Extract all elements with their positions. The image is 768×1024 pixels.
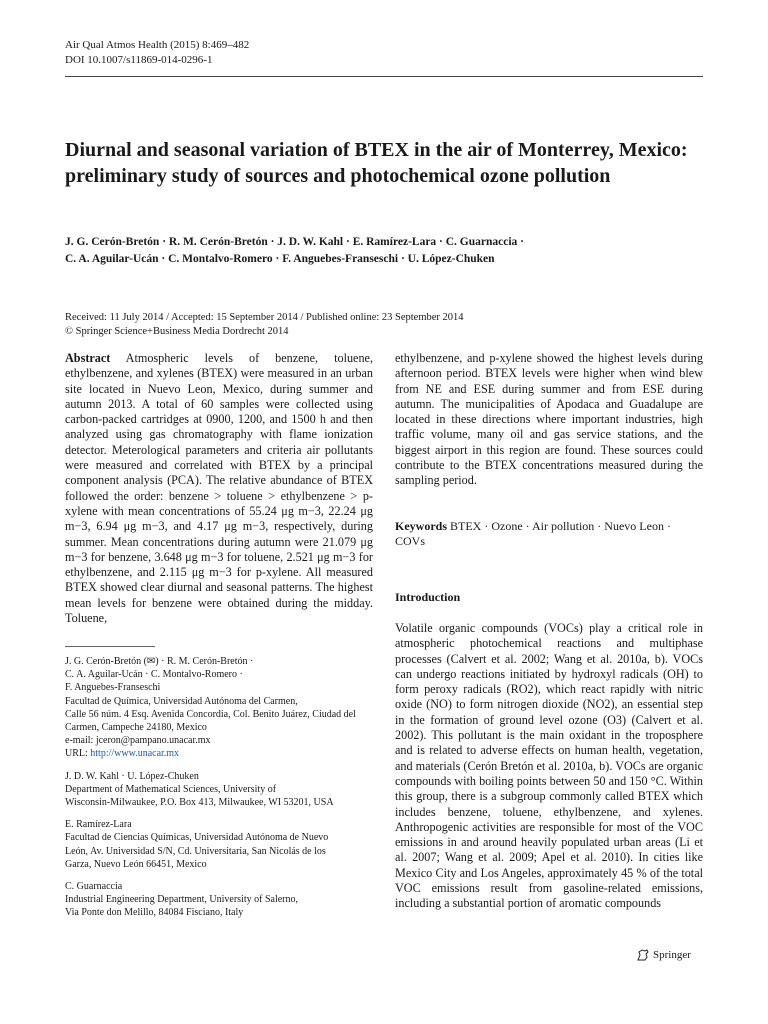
header-rule: [65, 76, 703, 77]
journal-citation: Air Qual Atmos Health (2015) 8:469–482: [65, 39, 250, 51]
publisher-name: Springer: [653, 949, 691, 961]
keywords-label: Keywords: [395, 519, 447, 533]
affiliation-line: C. A. Aguilar-Ucán · C. Montalvo-Romero ·: [65, 669, 243, 681]
publisher-logo: [636, 948, 691, 962]
affiliation-line: J. D. W. Kahl · U. López-Chuken: [65, 770, 199, 782]
author-list: [65, 234, 705, 268]
affiliation-line: J. G. Cerón-Bretón (✉) · R. M. Cerón-Bretón ·: [65, 656, 254, 667]
keywords-text: BTEX · Ozone · Air pollution · Nuevo Leon · COVs: [395, 519, 671, 548]
springer-horse-icon: [636, 948, 650, 962]
affiliation-line: Industrial Engineering Department, University of Salerno,: [65, 894, 298, 906]
publication-dates: [65, 311, 705, 339]
date-history: Received: 11 July 2014 / Accepted: 15 September 2014 / Published online: 23 September 2014: [65, 312, 464, 323]
abstract-continued: [395, 351, 703, 489]
affiliation-line: Calle 56 núm. 4 Esq. Avenida Concordia, Col. Benito Juárez, Ciudad del: [65, 708, 356, 720]
footnote-rule: [65, 646, 155, 647]
affiliation-block: [65, 655, 375, 761]
author-line-1: J. G. Cerón-Bretón · R. M. Cerón-Bretón · J. D. W. Kahl · E. Ramírez-Lara · C. Guarnaccia ·: [65, 236, 525, 248]
journal-info: [65, 38, 249, 68]
affiliation-line: E. Ramírez-Lara: [65, 819, 132, 831]
url-line: [65, 747, 375, 760]
introduction-text: Volatile organic compounds (VOCs) play a critical role in atmospheric photochemical reactions and multiphase processes (Calvert et al. 2002; Wang et al. 2010a, b). VOCs can undergo reactions initiated by hydroxyl radicals (OH) to form peroxy radicals (RO2), which react rapidly with nitric oxide (NO) to form nitrogen dioxide (NO2), an essential step in the formation of ground level ozone (O3) (Calvert et al. 2002). This pollutant is the main oxidant in the troposphere and is related to adverse effects on human health, vegetation, and materials (Cerón Bretón et al. 2010a, b). VOCs are organic compounds with boiling points between 50 and 150 °C. Within this group, there is a subgroup commonly called BTEX which includes benzene, toluene, ethylbenzene, and xylenes. Anthropogenic activities are responsible for most of the VOC emissions in and around heavily populated urban areas (Li et al. 2007; Wang et al. 2009; Apel et al. 2010). In cities like Mexico City and Los Angeles, approximately 45 % of the total VOC emissions result from gasoline-related emissions, including a substantial portion of aromatic compounds: [395, 621, 703, 911]
affiliation-line: C. Guarnaccia: [65, 881, 123, 893]
affiliation-line: F. Anguebes-Franseschi: [65, 682, 161, 694]
affiliation-block: [65, 818, 375, 871]
copyright: © Springer Science+Business Media Dordrecht 2014: [65, 326, 289, 337]
introduction-heading: Introduction: [395, 590, 461, 604]
email-line: e-mail: jceron@pampano.unacar.mx: [65, 735, 211, 747]
abstract: [65, 351, 373, 626]
abstract-label: Abstract: [65, 351, 111, 365]
url-label: URL:: [65, 748, 91, 760]
affiliation-line: Wisconsin-Milwaukee, P.O. Box 413, Milwaukee, WI 53201, USA: [65, 797, 334, 809]
affiliation-line: Carmen, Campeche 24180, Mexico: [65, 722, 207, 734]
author-line-2: C. A. Aguilar-Ucán · C. Montalvo-Romero · F. Anguebes-Franseschi · U. López-Chuken: [65, 253, 495, 265]
affiliation-line: Facultad de Química, Universidad Autónoma del Carmen,: [65, 695, 298, 707]
affiliation-block: [65, 770, 375, 810]
affiliation-block: [65, 880, 375, 920]
keywords: [395, 519, 703, 549]
abstract-text: Atmospheric levels of benzene, toluene, ethylbenzene, and xylenes (BTEX) were measured in an urban site located in Nuevo Leon, Mexico, during summer and autumn 2013. A total of 60 samples were collected using carbon-packed cartridges at 0900, 1200, and 1500 h and then analyzed using gas chromatography with flame ionization detector. Meterological parameters and criteria air pollutants were measured and correlated with BTEX by a principal component analysis (PCA). The relative abundance of BTEX followed the order: benzene > toluene > ethylbenzene > p-xylene with mean concentrations of 55.24 μg m−3, 22.24 μg m−3, 6.94 μg m−3, and 4.17 μg m−3, respectively, during summer. Mean concentrations during autumn were 21.079 μg m−3 for benzene, 3.648 μg m−3 for toluene, 2.521 μg m−3 for ethylbenzene, and 2.115 μg m−3 for p-xylene. All measured BTEX showed clear diurnal and seasonal patterns. The highest mean levels for benzene were obtained during the midday. Toluene,: [65, 351, 374, 626]
affiliation-line: Garza, Nuevo León 66451, Mexico: [65, 858, 207, 870]
affiliations: [65, 655, 375, 929]
paper-title: Diurnal and seasonal variation of BTEX in the air of Monterrey, Mexico: preliminary study of sources and photochemical ozone pollution: [65, 139, 688, 187]
affiliation-line: León, Av. Universidad S/N, Cd. Universitaria, San Nicolás de los: [65, 845, 326, 857]
affiliation-line: Via Ponte don Melillo, 84084 Fisciano, Italy: [65, 907, 244, 919]
abstract-continued-text: ethylbenzene, and p-xylene showed the highest levels during afternoon period. BTEX levels were higher when wind blew from NE and ESE during summer and from ESE during autumn. The municipalities of Apodaca and Guadalupe are located in these directions where important industries, high traffic volume, many oil and gas service stations, and the biggest airport in this region are found. These sources could contribute to the BTEX concentrations measured during the sampling period.: [395, 351, 703, 488]
affiliation-line: Facultad de Ciencias Químicas, Universidad Autónoma de Nuevo: [65, 832, 329, 844]
url-link[interactable]: http://www.unacar.mx: [90, 748, 180, 760]
doi: DOI 10.1007/s11869-014-0296-1: [65, 54, 213, 66]
affiliation-line: Department of Mathematical Sciences, University of: [65, 783, 277, 795]
